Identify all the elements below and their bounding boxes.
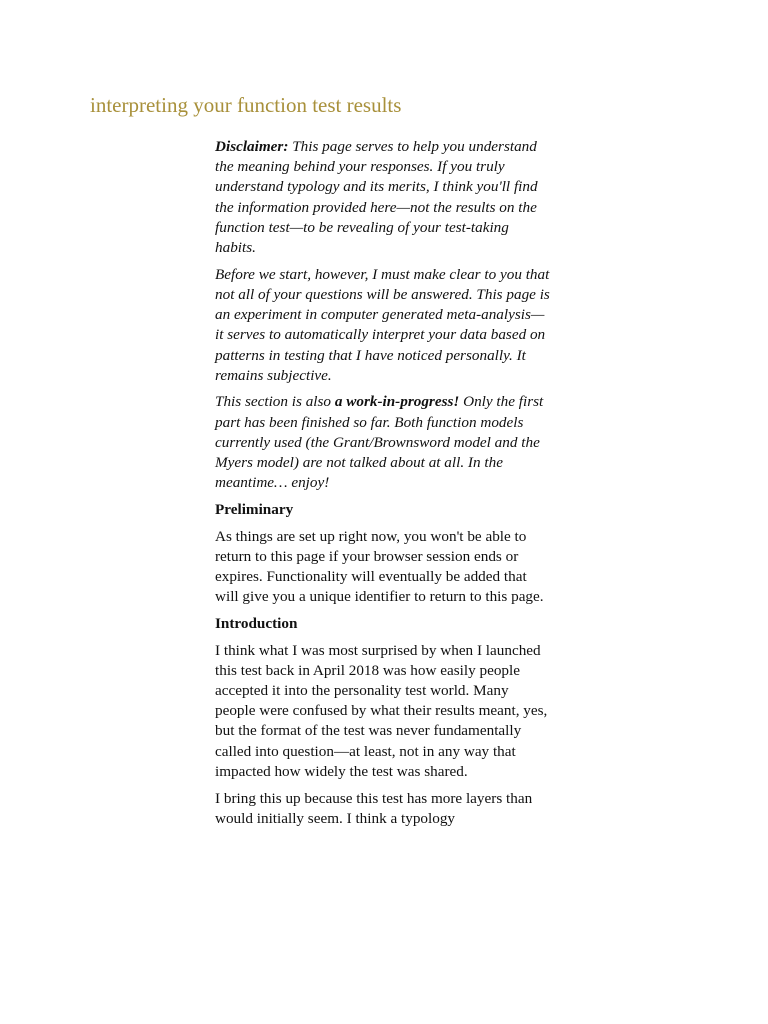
- wip-emphasis: a work-in-progress!: [334, 393, 460, 411]
- wip-suffix: Only the first part has been finished so far. Both function models currently used (the Grant/Brownsword model and the Myers model) are not talked about at all. In the meantime… enjoy!: [215, 393, 544, 492]
- introduction-paragraph-1: I think what I was most surprised by when I launched this test back in April 2018 was how easily people accepted it into the personality test world. Many people were confused by what their results meant, yes, but the format of the test was never fundamentally called into question—at least, not in any way that impacted how widely the test was shared.: [215, 641, 548, 780]
- preliminary-heading: Preliminary: [215, 500, 294, 518]
- preliminary-paragraph: As things are set up right now, you won't be able to return to this page if your browser session ends or expires. Functionality will eventually be added that will give you a unique identifier to return to this page.: [215, 527, 544, 606]
- article-body: [215, 137, 550, 836]
- wip-prefix: This section is also: [215, 393, 335, 411]
- introduction-heading: Introduction: [215, 614, 298, 632]
- introduction-paragraph-2: I bring this up because this test has more layers than would initially seem. I think a typology: [215, 789, 533, 827]
- disclaimer-label: Disclaimer:: [215, 138, 289, 155]
- page-title: interpreting your function test results: [90, 93, 402, 117]
- disclaimer-paragraph: [215, 137, 550, 258]
- disclaimer-text: This page serves to help you understand the meaning behind your responses. If you truly understand typology and its merits, I think you'll find the information provided here—not the results on the function test—to be revealing of your test-taking habits.: [215, 138, 538, 257]
- before-start-paragraph: Before we start, however, I must make clear to you that not all of your questions will be answered. This page is an experiment in computer generated meta-analysis—it serves to automatically interpret your data based on patterns in testing that I have noticed personally. It remains subjective.: [215, 265, 550, 384]
- work-in-progress-paragraph: [215, 392, 550, 493]
